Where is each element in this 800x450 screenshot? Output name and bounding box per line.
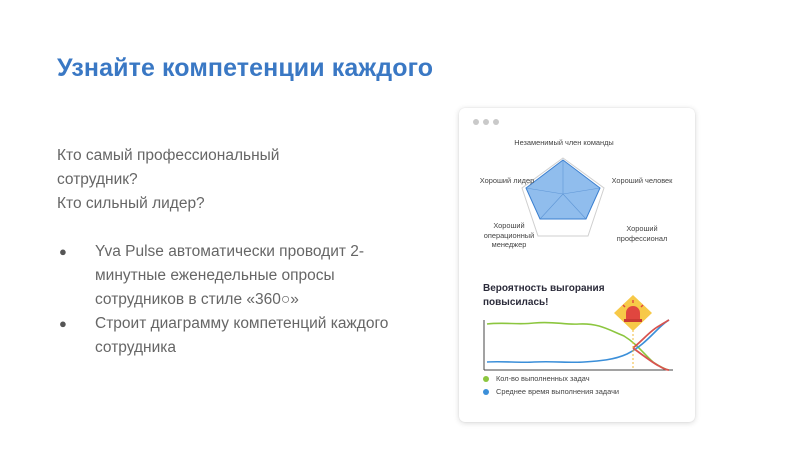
bullet-dot: ●	[59, 244, 67, 259]
intro-line-2: сотрудник?	[57, 171, 138, 188]
bullet-text: Строит диаграмму компетенций каждого сотрудника	[95, 315, 389, 356]
bullet-item	[57, 312, 417, 360]
bullet-item	[57, 240, 417, 312]
radar-label-right-lower: Хороший профессионал	[616, 224, 668, 243]
radar-label-right-upper: Хороший человек	[611, 176, 673, 185]
radar-label-left-lower: Хороший операционный менеджер	[483, 221, 535, 249]
legend-label: Кол-во выполненных задач	[496, 374, 590, 383]
slide-title: Узнайте компетенции каждого	[57, 54, 434, 82]
bullet-text: Yva Pulse автоматически проводит 2-минутные еженедельные опросы сотрудников в стиле «360○»	[95, 243, 365, 308]
legend-item-avg-time	[483, 387, 619, 396]
radar-chart	[459, 108, 695, 238]
trend-line-red-down	[633, 348, 669, 370]
legend-item-tasks	[483, 374, 619, 383]
radar-label-left-upper: Хороший лидер	[479, 176, 535, 185]
alarm-light-icon	[612, 293, 654, 333]
radar-label-top: Незаменимый член команды	[514, 138, 614, 147]
bullet-dot: ●	[59, 316, 67, 331]
slide-text	[57, 144, 417, 360]
app-mockup-card	[459, 108, 695, 422]
intro-line-3: Кто сильный лидер?	[57, 195, 205, 212]
legend-dot-green	[483, 376, 489, 382]
burnout-title: Вероятность выгорания повысилась!	[483, 283, 605, 308]
bullet-list	[57, 240, 417, 360]
legend-dot-blue	[483, 389, 489, 395]
legend-label: Среднее время выполнения задачи	[496, 387, 620, 396]
intro-line-1: Кто самый профессиональный	[57, 147, 280, 164]
trend-legend	[483, 374, 619, 400]
